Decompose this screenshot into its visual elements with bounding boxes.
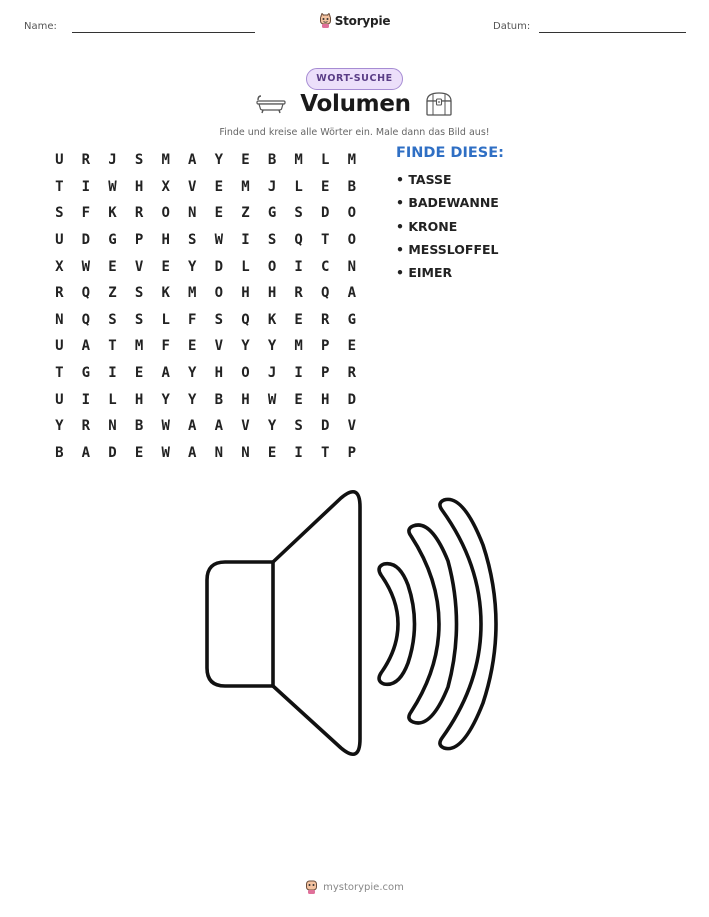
bathtub-icon (256, 94, 286, 114)
grid-letter[interactable]: L (161, 311, 170, 328)
grid-letter[interactable]: V (214, 338, 224, 355)
grid-letter[interactable]: W (161, 444, 170, 461)
word-search-grid (46, 147, 366, 466)
word-item: • TASSE (396, 172, 452, 187)
grid-letter[interactable]: G (347, 311, 357, 328)
grid-letter[interactable]: I (294, 365, 303, 382)
grid-letter[interactable]: E (134, 365, 144, 382)
grid-letter[interactable]: Y (267, 418, 277, 435)
grid-letter[interactable]: T (321, 444, 330, 461)
grid-letter[interactable]: P (347, 444, 357, 461)
word-list (396, 171, 499, 287)
grid-letter[interactable]: V (134, 258, 144, 275)
grid-letter[interactable]: L (321, 152, 330, 169)
grid-letter[interactable]: L (294, 178, 303, 195)
grid-letter[interactable]: T (55, 178, 64, 195)
grid-letter[interactable]: E (188, 338, 197, 355)
grid-letter[interactable]: Q (241, 311, 250, 328)
grid-letter[interactable]: L (241, 258, 250, 275)
grid-letter[interactable]: S (55, 205, 64, 222)
grid-letter[interactable]: J (108, 152, 117, 169)
grid-letter[interactable]: B (134, 418, 144, 435)
grid-letter[interactable]: F (161, 338, 170, 355)
grid-letter[interactable]: J (267, 178, 277, 195)
grid-letter[interactable]: H (321, 391, 330, 408)
grid-letter[interactable]: F (188, 311, 197, 328)
grid-letter[interactable]: A (214, 418, 224, 435)
grid-letter[interactable]: W (81, 258, 91, 275)
grid-letter[interactable]: D (81, 232, 91, 249)
speaker-volume-icon (195, 485, 515, 760)
grid-letter[interactable]: A (188, 152, 197, 169)
grid-letter[interactable]: L (108, 391, 117, 408)
grid-letter[interactable]: N (55, 311, 64, 328)
grid-letter[interactable]: E (294, 311, 303, 328)
grid-letter[interactable]: H (241, 285, 250, 302)
grid-letter[interactable]: H (267, 285, 277, 302)
grid-letter[interactable]: N (347, 258, 357, 275)
title-row (0, 91, 709, 117)
page-title: Volumen (300, 91, 411, 117)
grid-letter[interactable]: E (267, 444, 277, 461)
grid-letter[interactable]: A (188, 418, 197, 435)
grid-letter[interactable]: Y (188, 365, 197, 382)
footer-site: mystorypie.com (323, 881, 404, 893)
grid-letter[interactable]: O (267, 258, 277, 275)
grid-letter[interactable]: S (294, 418, 303, 435)
grid-letter[interactable]: C (321, 258, 330, 275)
grid-letter[interactable]: Z (108, 285, 117, 302)
grid-letter[interactable]: I (241, 232, 250, 249)
grid-letter[interactable]: E (347, 338, 357, 355)
grid-letter[interactable]: Y (188, 258, 197, 275)
grid-letter[interactable]: M (241, 178, 250, 195)
grid-letter[interactable]: D (321, 418, 330, 435)
grid-letter[interactable]: Q (294, 232, 303, 249)
grid-letter[interactable]: S (134, 152, 144, 169)
grid-letter[interactable]: E (294, 391, 303, 408)
grid-letter[interactable]: K (267, 311, 277, 328)
grid-letter[interactable]: W (108, 178, 117, 195)
grid-letter[interactable]: A (161, 365, 170, 382)
grid-letter[interactable]: M (294, 152, 303, 169)
grid-letter[interactable]: O (161, 205, 170, 222)
grid-letter[interactable]: U (55, 152, 64, 169)
word-item: • BADEWANNE (396, 195, 499, 211)
grid-letter[interactable]: K (161, 285, 170, 302)
grid-letter[interactable]: W (267, 391, 277, 408)
grid-letter[interactable]: I (108, 365, 117, 382)
grid-letter[interactable]: S (294, 205, 303, 222)
grid-letter[interactable]: Y (161, 391, 170, 408)
grid-letter[interactable]: M (347, 152, 357, 169)
storypie-mascot-icon (319, 13, 332, 29)
grid-letter[interactable]: V (347, 418, 357, 435)
grid-letter[interactable]: N (108, 418, 117, 435)
grid-letter[interactable]: O (241, 365, 250, 382)
grid-letter[interactable]: O (347, 205, 357, 222)
grid-letter[interactable]: A (188, 444, 197, 461)
grid-letter[interactable]: E (241, 152, 250, 169)
grid-letter[interactable]: S (134, 285, 144, 302)
instructions: Finde und kreise alle Wörter ein. Male dann das Bild aus! (219, 127, 490, 138)
grid-letter[interactable]: T (108, 338, 117, 355)
grid-letter[interactable]: H (161, 232, 170, 249)
storypie-mascot-icon (305, 879, 318, 895)
grid-letter[interactable]: Q (81, 311, 91, 328)
grid-letter[interactable]: B (347, 178, 357, 195)
word-item: • MESSLOFFEL (396, 241, 499, 257)
grid-letter[interactable]: T (321, 232, 330, 249)
grid-letter[interactable]: P (321, 338, 330, 355)
activity-badge: WORT-SUCHE (306, 68, 402, 90)
grid-letter[interactable]: B (267, 152, 277, 169)
grid-letter[interactable]: K (108, 205, 117, 222)
grid-letter[interactable]: R (294, 285, 303, 302)
grid-letter[interactable]: M (161, 152, 170, 169)
grid-letter[interactable]: A (81, 338, 91, 355)
grid-letter[interactable]: M (294, 338, 303, 355)
grid-letter[interactable]: R (81, 152, 91, 169)
grid-letter[interactable]: R (55, 285, 64, 302)
grid-letter[interactable]: D (108, 444, 117, 461)
grid-letter[interactable]: T (55, 365, 64, 382)
grid-letter[interactable]: R (81, 418, 91, 435)
grid-letter[interactable]: Q (81, 285, 91, 302)
grid-letter[interactable]: B (55, 444, 64, 461)
grid-letter[interactable]: W (161, 418, 170, 435)
grid-letter[interactable]: F (81, 205, 91, 222)
grid-letter[interactable]: O (214, 285, 224, 302)
grid-letter[interactable]: Y (188, 391, 197, 408)
grid-letter[interactable]: S (267, 232, 277, 249)
grid-letter[interactable]: S (214, 311, 224, 328)
grid-letter[interactable]: I (294, 444, 303, 461)
grid-letter[interactable]: M (188, 285, 197, 302)
grid-letter[interactable]: I (81, 178, 91, 195)
date-label: Datum: (493, 21, 531, 32)
grid-letter[interactable]: R (134, 205, 144, 222)
grid-letter[interactable]: N (241, 444, 250, 461)
grid-letter[interactable]: N (188, 205, 197, 222)
word-list-heading: FINDE DIESE: (396, 145, 504, 161)
grid-letter[interactable]: E (214, 205, 224, 222)
treasure-chest-icon (425, 91, 453, 117)
grid-letter[interactable]: D (347, 391, 357, 408)
grid-letter[interactable]: Q (321, 285, 330, 302)
grid-letter[interactable]: G (108, 232, 117, 249)
grid-letter[interactable]: R (347, 365, 357, 382)
grid-letter[interactable]: H (134, 178, 144, 195)
grid-letter[interactable]: H (214, 365, 224, 382)
grid-letter[interactable]: U (55, 338, 64, 355)
date-line (539, 32, 686, 33)
grid-letter[interactable]: M (134, 338, 144, 355)
grid-letter[interactable]: W (214, 232, 224, 249)
grid-letter[interactable]: I (294, 258, 303, 275)
grid-letter[interactable]: X (55, 258, 64, 275)
grid-letter[interactable]: E (134, 444, 144, 461)
grid-letter[interactable]: J (267, 365, 277, 382)
grid-letter[interactable]: X (161, 178, 170, 195)
grid-letter[interactable]: P (321, 365, 330, 382)
grid-letter[interactable]: Y (267, 338, 277, 355)
brand-name: Storypie (334, 14, 391, 28)
grid-letter[interactable]: E (321, 178, 330, 195)
grid-letter[interactable]: R (321, 311, 330, 328)
grid-letter[interactable]: G (81, 365, 91, 382)
grid-letter[interactable]: B (214, 391, 224, 408)
grid-letter[interactable]: D (214, 258, 224, 275)
grid-letter[interactable]: N (214, 444, 224, 461)
grid-letter[interactable]: H (241, 391, 250, 408)
grid-letter[interactable]: G (267, 205, 277, 222)
grid-letter[interactable]: Y (55, 418, 64, 435)
name-label: Name: (24, 21, 57, 32)
grid-letter[interactable]: Z (241, 205, 250, 222)
grid-letter[interactable]: A (81, 444, 91, 461)
grid-letter[interactable]: D (321, 205, 330, 222)
grid-letter[interactable]: S (108, 311, 117, 328)
grid-letter[interactable]: Y (214, 152, 224, 169)
grid-letter[interactable]: V (188, 178, 197, 195)
badge-wrap (0, 66, 709, 90)
grid-letter[interactable]: P (134, 232, 144, 249)
word-item: • KRONE (396, 218, 458, 234)
grid-letter[interactable]: V (241, 418, 250, 435)
grid-letter[interactable]: E (108, 258, 117, 275)
grid-letter[interactable]: E (214, 178, 224, 195)
grid-letter[interactable]: U (55, 391, 64, 408)
grid-letter[interactable]: H (134, 391, 144, 408)
grid-letter[interactable]: A (347, 285, 357, 302)
grid-letter[interactable]: E (161, 258, 170, 275)
brand (0, 13, 709, 33)
footer (0, 879, 709, 895)
grid-letter[interactable]: S (134, 311, 144, 328)
grid-letter[interactable]: S (188, 232, 197, 249)
grid-letter[interactable]: Y (241, 338, 250, 355)
grid-letter[interactable]: U (55, 232, 64, 249)
grid-letter[interactable]: O (347, 232, 357, 249)
word-item: • EIMER (396, 265, 453, 281)
grid-letter[interactable]: I (81, 391, 91, 408)
